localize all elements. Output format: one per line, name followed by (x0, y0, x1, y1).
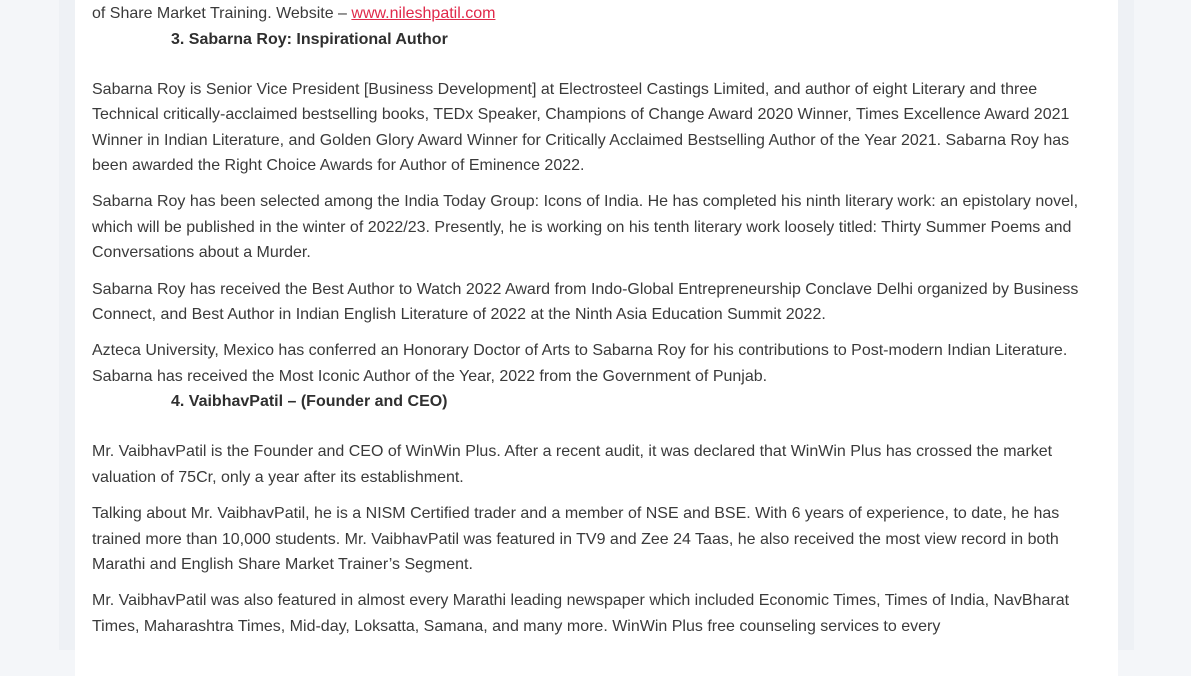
paragraph: Sabarna Roy has received the Best Author to Watch 2022 Award from Indo-Global Entrepreneurship Conclave Delhi organized by Business Connect, and Best Author in Indian English Literature of 2022 at the Ninth Asia Education Summit 2022. (92, 280, 1079, 324)
section-title: VaibhavPatil – (Founder and CEO) (188, 393, 448, 411)
section-heading-sabarna-roy (92, 27, 1102, 52)
section-number: 3. (171, 30, 185, 48)
section-heading-vaibhav-patil (92, 389, 1102, 414)
spacer (92, 52, 1102, 77)
paragraph: Mr. VaibhavPatil was also featured in almost every Marathi leading newspaper which included Economic Times, Times of India, NavBharat Times, Maharashtra Times, Mid-day, Loksatta, Samana, and many more. WinWin Plus free counseling services to every (92, 592, 1070, 635)
paragraph: Mr. VaibhavPatil is the Founder and CEO of WinWin Plus. After a recent audit, it was declared that WinWin Plus has crossed the market valuation of 75Cr, only a year after its establishment. (92, 443, 1053, 486)
paragraph: Azteca University, Mexico has conferred an Honorary Doctor of Arts to Sabarna Roy for his contributions to Post-modern Indian Literature. Sabarna has received the Most Iconic Author of the Year, 2022 from the Government of Punjab. (92, 342, 1068, 385)
paragraph: Sabarna Roy is Senior Vice President [Business Development] at Electrosteel Castings Limited, and author of eight Literary and three Technical critically-acclaimed bestselling books, TEDx Speaker, Champions of Change Award 2020 Winner, Times Excellence Award 2021 Winner in Indian Literature, and Golden Glory Award Winner for Critically Acclaimed Bestselling Author of the Year 2021. Sabarna Roy has been awarded the Right Choice Awards for Author of Eminence 2022. (92, 80, 1070, 175)
intro-line-2-prefix: of Share Market Training. Website – (92, 5, 352, 23)
website-link[interactable]: www.nileshpatil.com (351, 5, 496, 23)
intro-paragraph (92, 0, 1102, 27)
section-title: Sabarna Roy: Inspirational Author (188, 30, 448, 48)
article-body (92, 0, 1102, 650)
paragraph: Sabarna Roy has been selected among the India Today Group: Icons of India. He has completed his ninth literary work: an epistolary novel, which will be published in the winter of 2022/23. Presently, he is working on his tenth literary work loosely titled: Thirty Summer Poems and Conversations about a Murder. (92, 193, 1079, 262)
section-number: 4. (171, 393, 185, 411)
spacer (92, 414, 1102, 439)
paragraph: Talking about Mr. VaibhavPatil, he is a NISM Certified trader and a member of NSE and BSE. With 6 years of experience, to date, he has trained more than 10,000 students. Mr. VaibhavPatil was featured in TV9 and Zee 24 Taas, he also received the most view record in both Marathi and English Share Market Trainer’s Segment. (92, 505, 1060, 573)
